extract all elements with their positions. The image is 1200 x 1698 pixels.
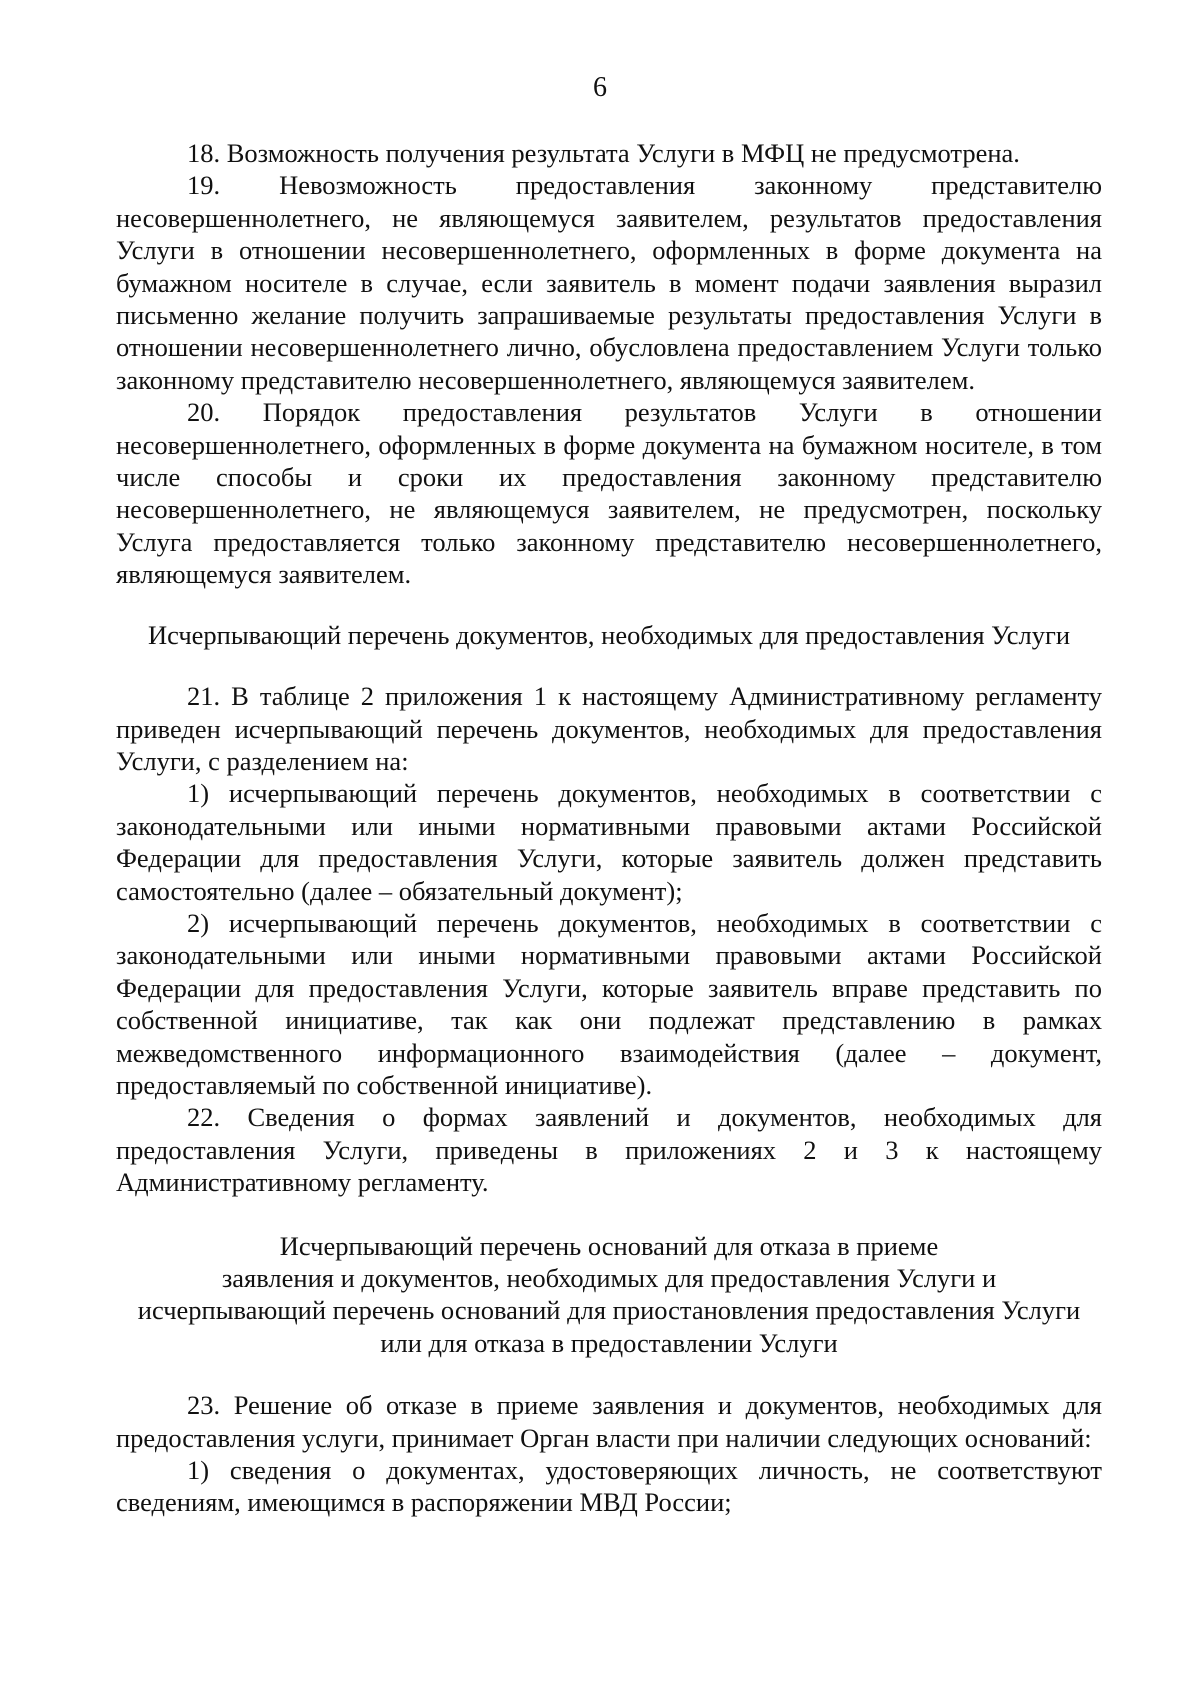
paragraph-21-item-1: 1) исчерпывающий перечень документов, необходимых в соответствии с законодательными или иными нормативными правовыми актами Российской Федерации для предоставления Услуги, которые заявитель должен представить самостоятельно (далее – обязательный документ); bbox=[116, 778, 1102, 906]
section-heading-line: Исчерпывающий перечень оснований для отказа в приеме bbox=[279, 1230, 939, 1261]
paragraph-21: 21. В таблице 2 приложения 1 к настоящему Административному регламенту приведен исчерпывающий перечень документов, необходимых для предоставления Услуги, с разделением на: bbox=[116, 681, 1102, 776]
section-heading-refusal bbox=[116, 1230, 1102, 1360]
paragraph-20: 20. Порядок предоставления результатов Услуги в отношении несовершеннолетнего, оформленных в форме документа на бумажном носителе, в том числе способы и сроки их предоставления законному представителю несовершеннолетнего, не являющемуся заявителем, не предусмотрен, поскольку Услуга предоставляется только законному представителю несовершеннолетнего, являющемуся заявителем. bbox=[116, 397, 1102, 590]
document-body bbox=[116, 137, 1102, 1519]
paragraph-21-item-2: 2) исчерпывающий перечень документов, необходимых в соответствии с законодательными или иными нормативными правовыми актами Российской Федерации для предоставления Услуги, которые заявитель вправе представить по собственной инициативе, так как они подлежат представлению в рамках межведомственного информационного взаимодействия (далее – документ, предоставляемый по собственной инициативе). bbox=[116, 907, 1102, 1100]
paragraph-18: 18. Возможность получения результата Услуги в МФЦ не предусмотрена. bbox=[187, 138, 1020, 168]
page-number: 6 bbox=[593, 72, 607, 103]
section-heading-line: заявления и документов, необходимых для предоставления Услуги и bbox=[221, 1263, 997, 1293]
paragraph-23-item-1: 1) сведения о документах, удостоверяющих личность, не соответствуют сведениям, имеющимся в распоряжении МВД России; bbox=[116, 1455, 1102, 1518]
section-heading-line: или для отказа в предоставлении Услуги bbox=[380, 1327, 838, 1358]
paragraph-19: 19. Невозможность предоставления законному представителю несовершеннолетнего, не являющемуся заявителем, результатов предоставления Услуги в отношении несовершеннолетнего, оформленных в форме документа на бумажном носителе в случае, если заявитель в момент подачи заявления выразил письменно желание получить запрашиваемые результаты предоставления Услуги в отношении несовершеннолетнего лично, обусловлена предоставлением Услуги только законному представителю несовершеннолетнего, являющемуся заявителем. bbox=[116, 170, 1102, 395]
section-heading-line: исчерпывающий перечень оснований для приостановления предоставления Услуги bbox=[137, 1295, 1081, 1326]
paragraph-23: 23. Решение об отказе в приеме заявления и документов, необходимых для предоставления услуги, принимает Орган власти при наличии следующих оснований: bbox=[116, 1390, 1102, 1453]
paragraph-22: 22. Сведения о формах заявлений и документов, необходимых для предоставления Услуги, приведены в приложениях 2 и 3 к настоящему Административному регламенту. bbox=[116, 1102, 1102, 1198]
section-heading-documents: Исчерпывающий перечень документов, необходимых для предоставления Услуги bbox=[147, 619, 1071, 650]
